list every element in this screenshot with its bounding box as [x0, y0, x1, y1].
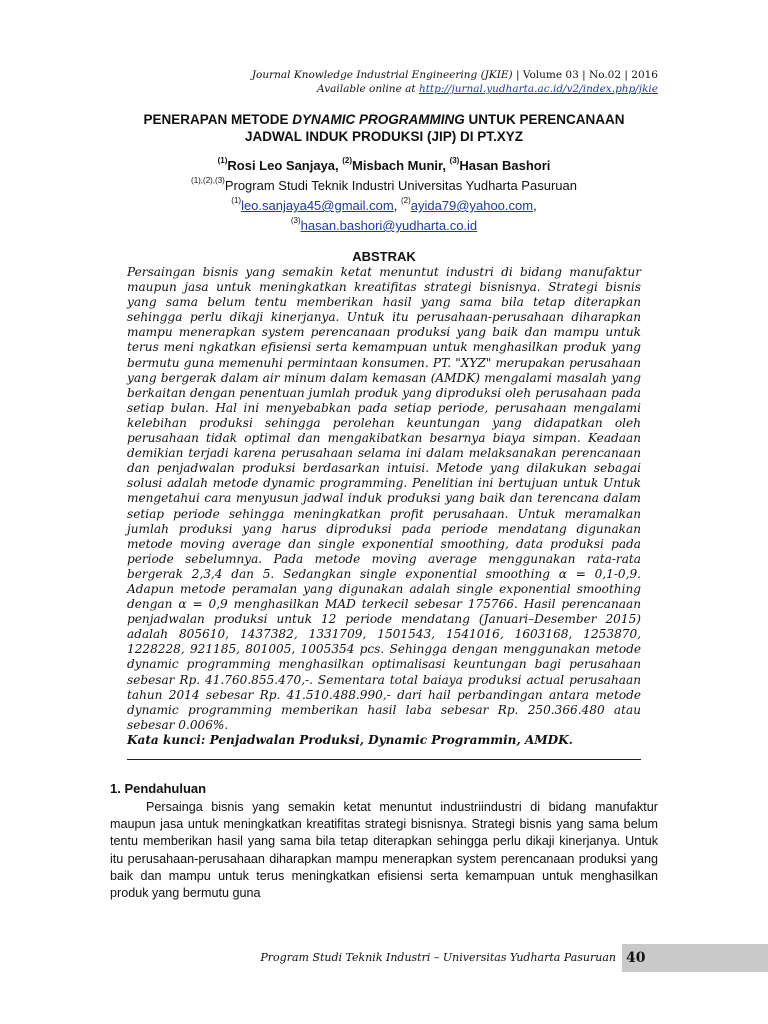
header-sep-1: | [512, 69, 523, 81]
title-part-b: UNTUK PERENCANAAN [464, 112, 625, 127]
section-paragraph: Persainga bisnis yang semakin ketat menuntut industriindustri di bidang manufaktur maupun jasa untuk meningkatkan kreatifitas strategi bisnisnya. Strategi bisnis yang sama belum tentu memberikan hasil yang sama bila tetap diterapkan sehingga perlu dikaji kinerjanya. Untuk itu perusahaan-perusahaan diharapkan mampu menerapkan system perencanaan produksi yang baik dan mampu untuk terus meningkatkan efisiensi serta kemampuan untuk menghasilkan produk yang bermutu guna [110, 800, 658, 901]
header-sep-3: | [621, 69, 632, 81]
header-sep-2: | [578, 69, 590, 81]
email-line-1 [110, 196, 658, 216]
journal-availability-line [252, 82, 658, 96]
email-line-2 [110, 216, 658, 236]
available-label: Available online at [317, 83, 419, 95]
email-link-2[interactable]: ayida79@yahoo.com [410, 198, 534, 213]
author-sup-3: (3) [449, 156, 460, 165]
title-part-a: PENERAPAN METODE [143, 112, 293, 127]
email-link-3[interactable]: hasan.bashori@yudharta.co.id [300, 218, 478, 233]
section-heading: 1. Pendahuluan [110, 781, 207, 796]
journal-citation-line [252, 68, 658, 82]
author-block [110, 156, 658, 236]
journal-name: Journal Knowledge Industrial Engineering (JKIE) [251, 69, 513, 81]
abstract-text: Persaingan bisnis yang semakin ketat menuntut industri di bidang manufaktur maupun jasa untuk meningkatkan kreatifitas strategi bisnisnya. Strategi bisnis yang sama belum tentu memberikan hasil yang sama bila tetap diterapkan sehingga perlu dikaji kinerjanya. Untuk itu perusahaan-perusahaan diharapkan mampu menerapkan system perencanaan produksi yang baik dan mampu untuk terus meni ngkatkan efisiensi serta kemampuan untuk menghasilkan produk yang bermutu guna memenuhi permintaan konsumen. PT. "XYZ" merupakan perusahaan yang bergerak dalam air minum dalam kemasan (AMDK) mengalami masalah yang berkaitan dengan penentuan jumlah produk yang diproduksi oleh perusahaan pada setiap bulan. Hal ini menyebabkan pada setiap periode, perusahaan mengalami kelebihan produksi sehingga perolehan keuntungan yang didapatkan oleh perusahaan tidak optimal dan mengakibatkan besarnya biaya simpan. Keadaan demikian terjadi karena perusahaan selama ini dalam melaksanakan perencanaan dan penjadwalan produksi berdasarkan intuisi. Metode yang dilakukan sebagai solusi adalah metode dynamic programming. Penelitian ini bertujuan untuk Untuk mengetahui cara menyusun jadwal induk produksi yang baik dan terencana dalam setiap periode sehingga meningkatkan profit perusahaan. Untuk meramalkan jumlah produksi yang harus diproduksi pada periode mendatang digunakan metode moving average dan single exponential smoothing, data produksi pada periode sebelumnya. Pada metode moving average menggunakan rata-rata bergerak 2,3,4 dan 5. Sedangkan single exponential smoothing α = 0,1-0,9. Adapun metode peramalan yang digunakan adalah single exponential smoothing dengan α = 0,9 menghasilkan MAD terkecil sebesar 175766. Hasil perencanaan penjadwalan produksi untuk 12 periode mendatang (Januari–Desember 2015) adalah 805610, 1437382, 1331709, 1501543, 1541016, 1603168, 1253870, 1228228, 921185, 801005, 1005354 pcs. Sehingga dengan menggunakan metode dynamic programming menghasilkan optimalisasi keuntungan bagi perusahaan sebesar Rp. 41.760.855.470,-. Sementara total baiaya produksi actual perusahaan tahun 2014 sebesar Rp. 41.510.488.990,- dari hail perbandingan antara metode dynamic programming memberikan hasil laba sebesar Rp. 250.366.480 atau sebesar 0.006%. [127, 265, 641, 732]
email-sup-1: (1) [231, 196, 242, 205]
title-line-2: JADWAL INDUK PRODUKSI (JIP) DI PT.XYZ [244, 129, 524, 144]
page-number: 40 [626, 950, 646, 966]
email-sup-3: (3) [290, 216, 301, 225]
author-sup-1: (1) [217, 156, 228, 165]
email-sup-2: (2) [400, 196, 411, 205]
email-sep: , [393, 198, 401, 213]
title-line-1 [110, 111, 658, 128]
page-footer: Program Studi Teknik Industri – Universitas Yudharta Pasuruan [260, 951, 616, 964]
author-name-3: Hasan Bashori [459, 158, 551, 173]
paper-title [110, 111, 658, 145]
journal-url-link[interactable]: http://jurnal.yudharta.ac.id/v2/index.php/jkie [418, 83, 658, 95]
affiliation: Program Studi Teknik Industri Universitas Yudharta Pasuruan [224, 178, 577, 193]
abstract-block [127, 265, 641, 748]
email-link-1[interactable]: leo.sanjaya45@gmail.com [241, 198, 394, 213]
abstract-keywords: Kata kunci: Penjadwalan Produksi, Dynamic Programmin, AMDK. [127, 732, 573, 747]
author-names [110, 156, 658, 176]
journal-year: 2016 [631, 69, 658, 81]
affiliation-sup: (1),(2),(3) [191, 176, 225, 185]
email-trail: , [533, 198, 537, 213]
abstract-divider [127, 759, 641, 760]
author-name-2: Misbach Munir, [352, 158, 450, 173]
abstract-heading: ABSTRAK [352, 249, 416, 264]
journal-volume: Volume 03 [522, 69, 579, 81]
journal-number: No.02 [589, 69, 622, 81]
title-emphasis: DYNAMIC PROGRAMMING [292, 112, 465, 127]
section-body [110, 799, 658, 902]
author-sup-2: (2) [342, 156, 353, 165]
affiliation-line [110, 176, 658, 196]
journal-header [252, 68, 658, 96]
author-name-1: Rosi Leo Sanjaya, [227, 158, 343, 173]
